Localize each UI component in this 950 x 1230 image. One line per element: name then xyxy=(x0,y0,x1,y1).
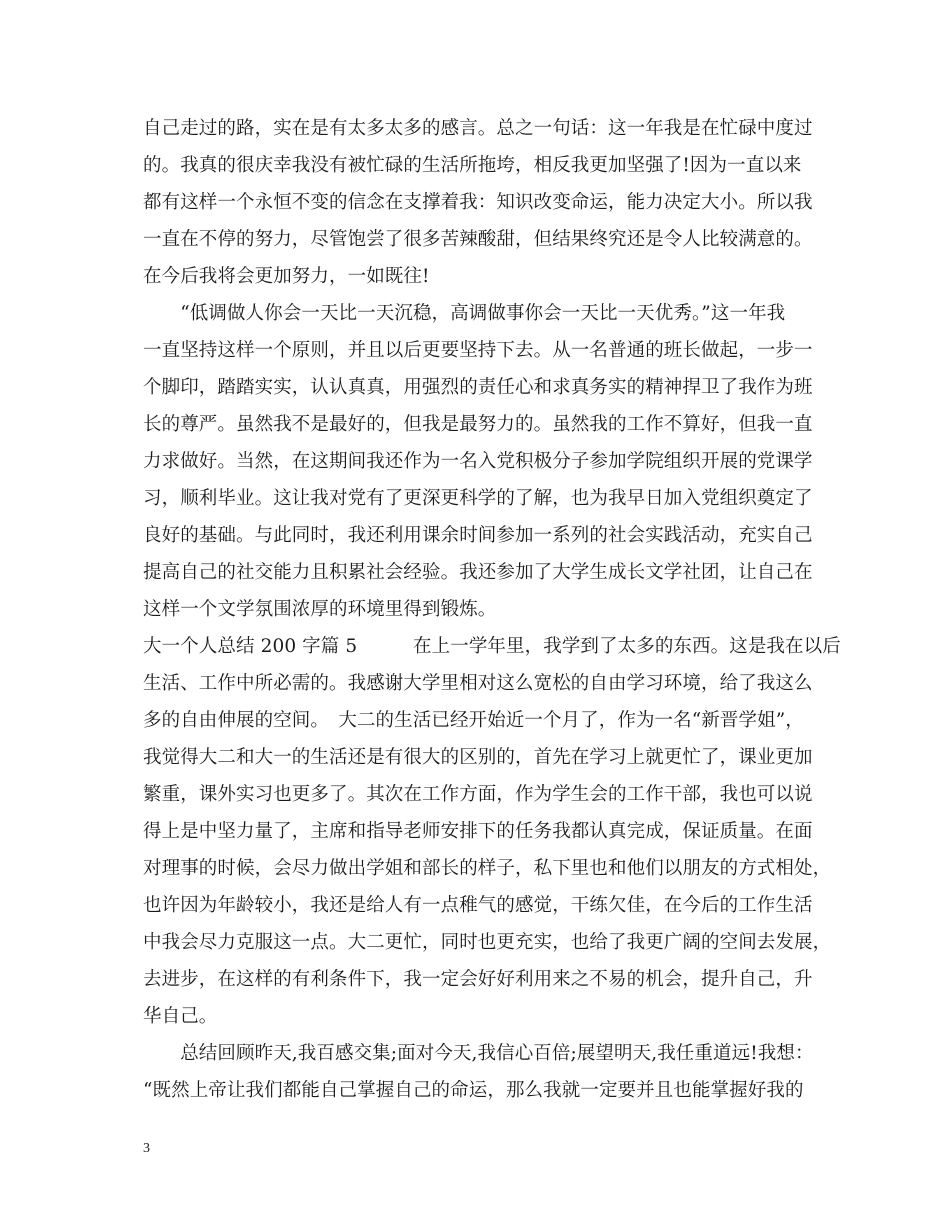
text-line: 总结回顾昨天,我百感交集;面对今天,我信心百倍;展望明天,我任重道远!我想： xyxy=(143,1043,814,1064)
text-line: 多的自由伸展的空间。 大二的生活已经开始近一个月了，作为一名“新晋学姐”， xyxy=(143,710,804,731)
text-line: 力求做好。当然，在这期间我还作为一名入党积极分子参加学院组织开展的党课学 xyxy=(143,451,813,472)
text-line: 习，顺利毕业。这让我对党有了更深更科学的了解，也为我早日加入党组织奠定了 xyxy=(143,488,813,509)
text-line: 我觉得大二和大一的生活还是有很大的区别的，首先在学习上就更忙了，课业更加 xyxy=(143,747,813,768)
text-line: 华自己。 xyxy=(143,1006,218,1027)
page-number: 3 xyxy=(143,1141,150,1156)
text-line: 个脚印，踏踏实实，认认真真，用强烈的责任心和求真务实的精神捍卫了我作为班 xyxy=(143,377,813,398)
text-line: 良好的基础。与此同时，我还利用课余时间参加一系列的社会实践活动，充实自己 xyxy=(143,525,813,546)
text-line: “既然上帝让我们都能自己掌握自己的命运，那么我就一定要并且也能掌握好我的 xyxy=(143,1080,804,1101)
text-line: 提高自己的社交能力且积累社会经验。我还参加了大学生成长文学社团，让自己在 xyxy=(143,562,813,583)
text-line: 在今后我将会更加努力，一如既往! xyxy=(143,266,430,287)
text-line: 这样一个文学氛围浓厚的环境里得到锻炼。 xyxy=(143,599,497,620)
text-line: 都有这样一个永恒不变的信念在支撑着我：知识改变命运，能力决定大小。所以我 xyxy=(143,192,813,213)
text-line: 繁重，课外实习也更多了。其次在工作方面，作为学生会的工作干部，我也可以说 xyxy=(143,784,813,805)
text-line: 得上是中坚力量了，主席和指导老师安排下的任务我都认真完成，保证质量。在面 xyxy=(143,821,813,842)
text-line: 对理事的时候，会尽力做出学姐和部长的样子，私下里也和他们以朋友的方式相处， xyxy=(143,858,832,879)
text-line: 一直在不停的努力，尽管饱尝了很多苦辣酸甜，但结果终究还是令人比较满意的。 xyxy=(143,229,813,250)
text-line: 也许因为年龄较小，我还是给人有一点稚气的感觉，干练欠佳，在今后的工作生活 xyxy=(143,895,813,916)
text-line: 的。我真的很庆幸我没有被忙碌的生活所拖垮，相反我更加坚强了!因为一直以来 xyxy=(143,155,802,176)
section-heading-line: 大一个人总结 200 字篇 5 在上一学年里，我学到了太多的东西。这是我在以后 xyxy=(143,636,841,657)
text-line: 中我会尽力克服这一点。大二更忙，同时也更充实，也给了我更广阔的空间去发展， xyxy=(143,932,832,953)
text-line: 生活、工作中所必需的。我感谢大学里相对这么宽松的自由学习环境，给了我这么 xyxy=(143,673,813,694)
text-line: 一直坚持这样一个原则，并且以后更要坚持下去。从一名普通的班长做起，一步一 xyxy=(143,340,813,361)
text-line: 自己走过的路，实在是有太多太多的感言。总之一句话：这一年我是在忙碌中度过 xyxy=(143,118,813,139)
text-line: 长的尊严。虽然我不是最好的，但我是最努力的。虽然我的工作不算好，但我一直 xyxy=(143,414,813,435)
text-line: “低调做人你会一天比一天沉稳，高调做事你会一天比一天优秀。”这一年我 xyxy=(143,303,786,324)
text-line: 去进步，在这样的有利条件下，我一定会好好利用来之不易的机会，提升自己，升 xyxy=(143,969,813,990)
